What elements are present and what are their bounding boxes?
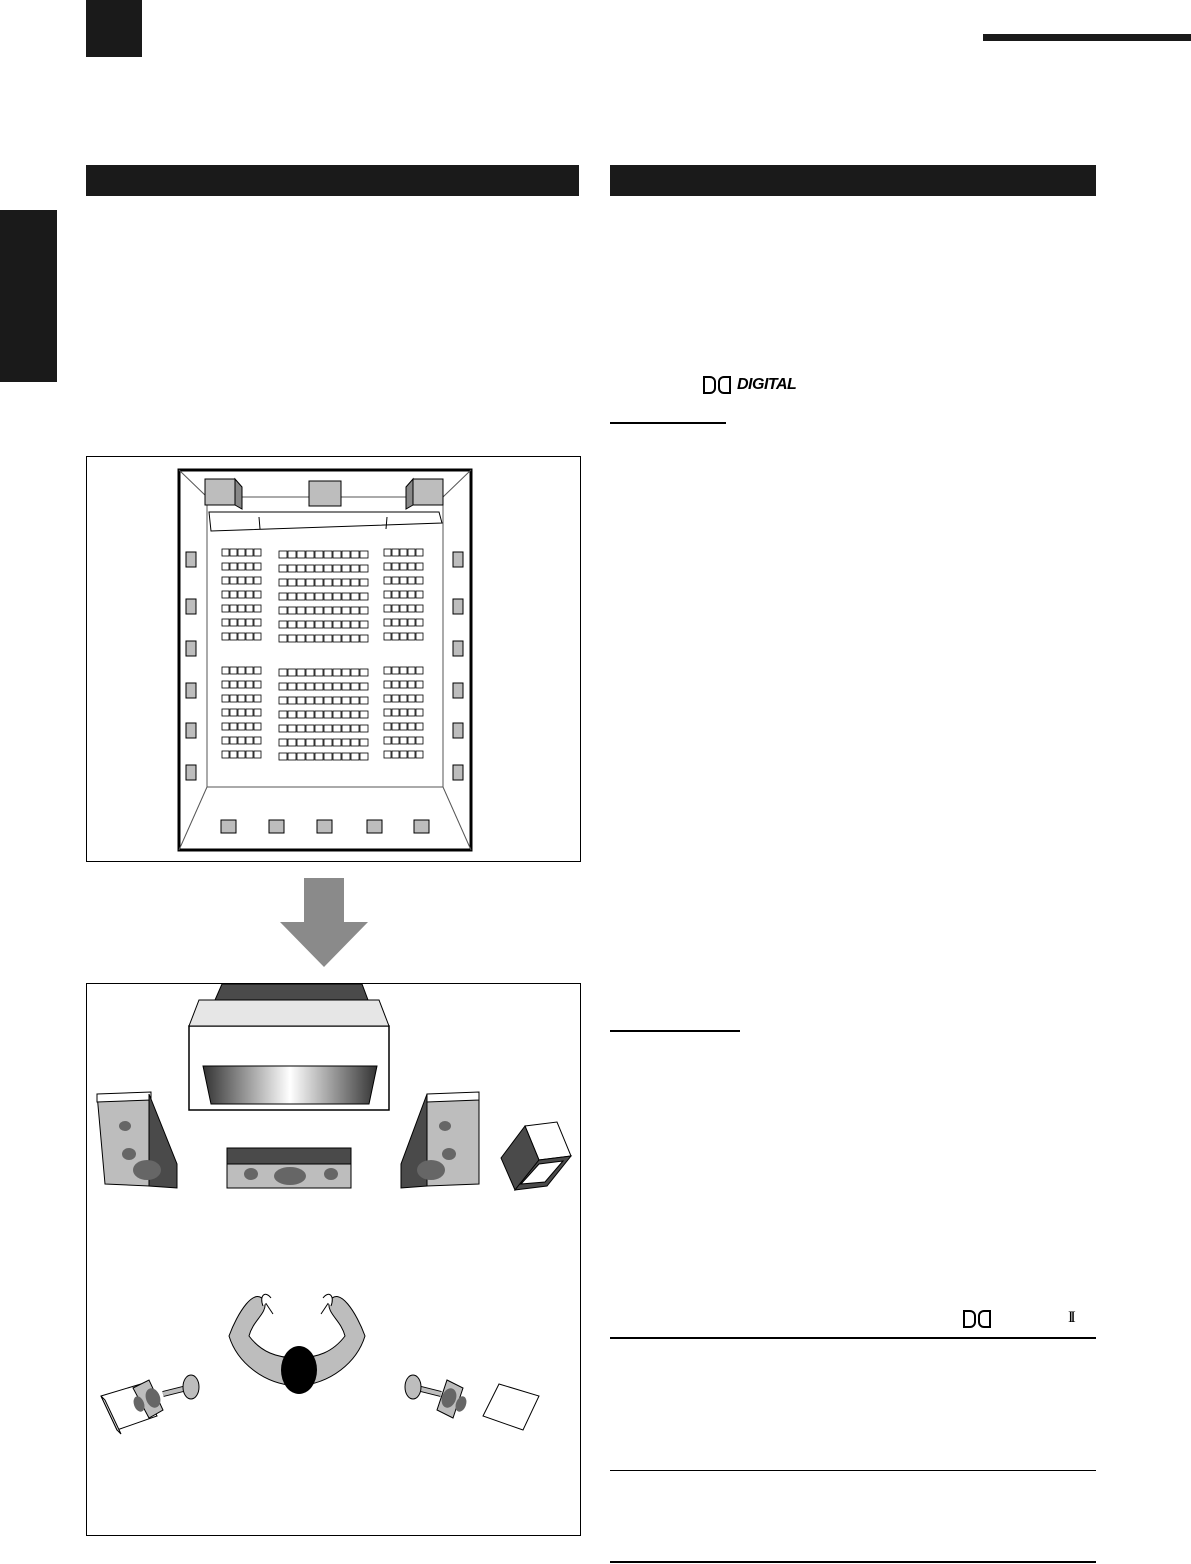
front-left-speaker <box>97 1092 177 1188</box>
section-bar-left <box>86 165 579 196</box>
page-corner-block <box>86 0 142 57</box>
section-bar-right <box>610 165 1096 196</box>
side-tab <box>0 210 57 382</box>
table-rule-middle <box>610 1470 1096 1471</box>
front-speaker-right <box>406 479 443 509</box>
front-speaker-center <box>309 481 341 506</box>
tv-screen <box>203 1066 377 1104</box>
header-rule <box>983 34 1191 41</box>
roman-numeral: II <box>1068 1309 1073 1326</box>
front-speaker-left <box>205 479 242 509</box>
table-rule-bottom <box>610 1561 1096 1563</box>
surround-right-speaker <box>405 1375 539 1430</box>
surround-left-speaker <box>101 1375 199 1434</box>
table-rule-top <box>610 1337 1096 1339</box>
listener <box>229 1294 365 1394</box>
digital-label: DIGITAL <box>737 376 797 393</box>
subheading-underline-1 <box>610 422 726 424</box>
front-right-speaker <box>401 1092 479 1188</box>
cinema-figure <box>86 456 581 862</box>
subheading-underline-2 <box>610 1030 740 1032</box>
pro-logic-logo <box>963 1310 991 1328</box>
listener-head <box>281 1346 317 1394</box>
double-d-icon <box>703 376 731 394</box>
home-theater-diagram <box>87 984 582 1537</box>
down-arrow-icon <box>278 878 370 968</box>
cinema-layout-diagram <box>87 457 582 863</box>
center-speaker <box>227 1148 351 1188</box>
double-d-icon <box>963 1310 991 1328</box>
home-theater-figure <box>86 983 581 1536</box>
dolby-digital-logo <box>703 376 796 394</box>
subwoofer <box>501 1122 571 1190</box>
tv-set <box>189 984 389 1110</box>
